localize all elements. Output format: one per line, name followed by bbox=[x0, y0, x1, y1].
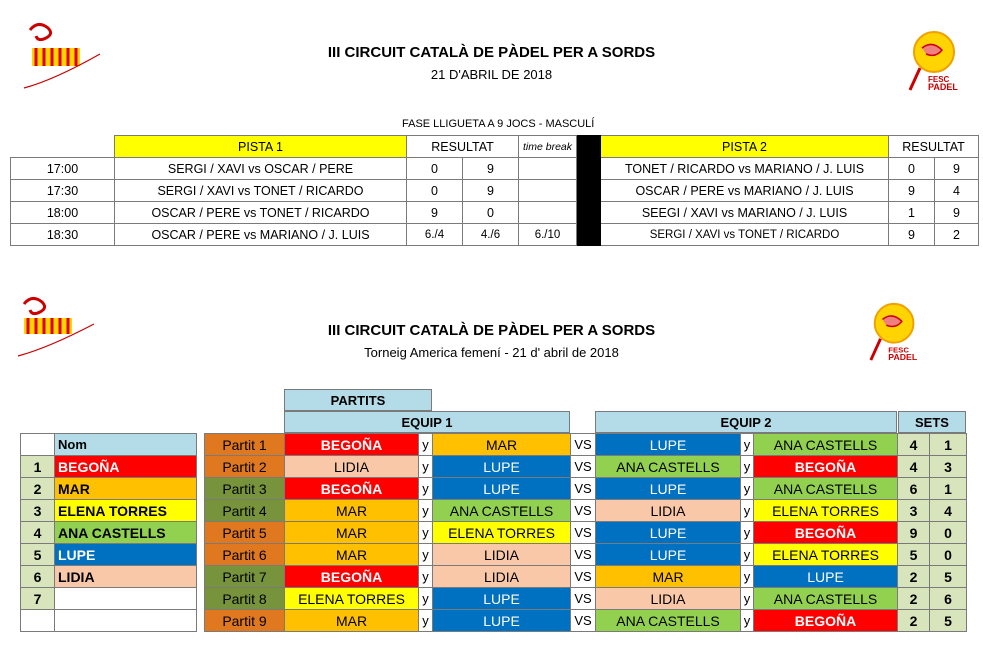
phase-label: FASE LLIGUETA A 9 JOCS - MASCULÍ bbox=[402, 118, 595, 130]
separator bbox=[577, 158, 601, 180]
r2a: 0 bbox=[889, 158, 935, 180]
partit-label: Partit 2 bbox=[205, 456, 285, 478]
list-item bbox=[21, 544, 197, 566]
partits-header bbox=[284, 389, 432, 411]
results-table-masculi bbox=[10, 135, 979, 246]
r2b: 2 bbox=[935, 224, 979, 246]
list-item bbox=[21, 588, 197, 610]
team2-player-d: BEGOÑA bbox=[754, 610, 898, 632]
y-separator: y bbox=[419, 456, 433, 478]
partit-label: Partit 7 bbox=[205, 566, 285, 588]
team2-player-c: LUPE bbox=[596, 522, 741, 544]
blank-cell bbox=[11, 136, 115, 158]
matches-table bbox=[204, 433, 967, 632]
y-separator: y bbox=[741, 566, 754, 588]
tb bbox=[519, 180, 577, 202]
sets-team2: 1 bbox=[930, 478, 967, 500]
time: 17:30 bbox=[11, 180, 115, 202]
y-separator: y bbox=[741, 434, 754, 456]
match-row bbox=[205, 434, 967, 456]
match2: SERGI / XAVI vs TONET / RICARDO bbox=[601, 224, 889, 246]
match-row bbox=[205, 500, 967, 522]
match2: OSCAR / PERE vs MARIANO / J. LUIS bbox=[601, 180, 889, 202]
sets-team1: 5 bbox=[898, 544, 930, 566]
team1-player-a: MAR bbox=[285, 500, 419, 522]
r2a: 9 bbox=[889, 224, 935, 246]
padel-logo-text-2: PADEL bbox=[888, 352, 918, 362]
table-row bbox=[11, 180, 979, 202]
separator bbox=[577, 180, 601, 202]
y-separator: y bbox=[419, 610, 433, 632]
table-row bbox=[11, 224, 979, 246]
blank-cell bbox=[21, 434, 55, 456]
team2-player-d: ELENA TORRES bbox=[754, 544, 898, 566]
y-separator: y bbox=[741, 478, 754, 500]
player-num: 4 bbox=[21, 522, 55, 544]
match2: TONET / RICARDO vs MARIANO / J. LUIS bbox=[601, 158, 889, 180]
sets-team2: 1 bbox=[930, 434, 967, 456]
team1-player-a: BEGOÑA bbox=[285, 566, 419, 588]
player-name: ELENA TORRES bbox=[55, 500, 197, 522]
match-row bbox=[205, 610, 967, 632]
team1-player-b: LUPE bbox=[433, 610, 571, 632]
sets-team2: 4 bbox=[930, 500, 967, 522]
team1-player-b: ANA CASTELLS bbox=[433, 500, 571, 522]
r2a: 1 bbox=[889, 202, 935, 224]
team1-player-b: LUPE bbox=[433, 478, 571, 500]
vs-separator: VS bbox=[571, 566, 596, 588]
sets-team1: 4 bbox=[898, 434, 930, 456]
match1: SERGI / XAVI vs OSCAR / PERE bbox=[115, 158, 407, 180]
sets-team1: 2 bbox=[898, 566, 930, 588]
section1-title: III CIRCUIT CATALÀ DE PÀDEL PER A SORDS bbox=[327, 44, 656, 61]
section1-date: 21 D'ABRIL DE 2018 bbox=[430, 67, 553, 82]
team1-player-a: ELENA TORRES bbox=[285, 588, 419, 610]
partit-label: Partit 4 bbox=[205, 500, 285, 522]
player-name: ANA CASTELLS bbox=[55, 522, 197, 544]
sets-team1: 2 bbox=[898, 588, 930, 610]
list-item bbox=[21, 566, 197, 588]
match-row bbox=[205, 522, 967, 544]
y-separator: y bbox=[419, 566, 433, 588]
sets-team1: 9 bbox=[898, 522, 930, 544]
team1-player-a: MAR bbox=[285, 610, 419, 632]
sets-team1: 6 bbox=[898, 478, 930, 500]
team2-player-d: BEGOÑA bbox=[754, 522, 898, 544]
partit-label: Partit 3 bbox=[205, 478, 285, 500]
sets-team2: 5 bbox=[930, 610, 967, 632]
nom-header: Nom bbox=[55, 434, 197, 456]
sets-team1: 2 bbox=[898, 610, 930, 632]
pista1-header: PISTA 1 bbox=[115, 136, 407, 158]
player-name: MAR bbox=[55, 478, 197, 500]
y-separator: y bbox=[419, 500, 433, 522]
team1-player-b: ELENA TORRES bbox=[433, 522, 571, 544]
team2-player-c: MAR bbox=[596, 566, 741, 588]
time-break-header: time break bbox=[519, 136, 577, 158]
team2-player-c: ANA CASTELLS bbox=[596, 610, 741, 632]
tb bbox=[519, 158, 577, 180]
separator bbox=[577, 202, 601, 224]
vs-separator: VS bbox=[571, 500, 596, 522]
player-num: 3 bbox=[21, 500, 55, 522]
team1-player-a: LIDIA bbox=[285, 456, 419, 478]
team2-player-c: LUPE bbox=[596, 478, 741, 500]
player-name: BEGOÑA bbox=[55, 456, 197, 478]
padel-logo-text-1: FESC bbox=[928, 75, 950, 84]
blank-cell bbox=[55, 610, 197, 632]
separator bbox=[577, 224, 601, 246]
section2-title: III CIRCUIT CATALÀ DE PÀDEL PER A SORDS bbox=[327, 322, 656, 339]
player-num: 2 bbox=[21, 478, 55, 500]
tb: 6./10 bbox=[519, 224, 577, 246]
team2-player-c: LUPE bbox=[596, 434, 741, 456]
team1-player-a: MAR bbox=[285, 544, 419, 566]
team2-player-d: ELENA TORRES bbox=[754, 500, 898, 522]
y-separator: y bbox=[419, 434, 433, 456]
vs-separator: VS bbox=[571, 434, 596, 456]
equip2-label: EQUIP 2 bbox=[596, 412, 897, 433]
partit-label: Partit 8 bbox=[205, 588, 285, 610]
team2-player-c: ANA CASTELLS bbox=[596, 456, 741, 478]
separator bbox=[577, 136, 601, 158]
r1a: 0 bbox=[407, 180, 463, 202]
match1: OSCAR / PERE vs MARIANO / J. LUIS bbox=[115, 224, 407, 246]
time: 17:00 bbox=[11, 158, 115, 180]
team1-player-b: LUPE bbox=[433, 456, 571, 478]
r1b: 9 bbox=[463, 158, 519, 180]
time: 18:30 bbox=[11, 224, 115, 246]
team1-player-b: LIDIA bbox=[433, 544, 571, 566]
list-item bbox=[21, 478, 197, 500]
sets-label: SETS bbox=[899, 412, 966, 433]
sets-team2: 6 bbox=[930, 588, 967, 610]
list-item bbox=[21, 456, 197, 478]
partits-label: PARTITS bbox=[285, 390, 432, 411]
partit-label: Partit 5 bbox=[205, 522, 285, 544]
sets-team1: 3 bbox=[898, 500, 930, 522]
time: 18:00 bbox=[11, 202, 115, 224]
match1: SERGI / XAVI vs TONET / RICARDO bbox=[115, 180, 407, 202]
team1-player-b: MAR bbox=[433, 434, 571, 456]
equip2-header bbox=[595, 411, 897, 433]
sets-header bbox=[898, 411, 966, 433]
y-separator: y bbox=[741, 544, 754, 566]
padel-logo-text-1: FESC bbox=[888, 345, 909, 355]
player-name: LUPE bbox=[55, 544, 197, 566]
equip1-label: EQUIP 1 bbox=[285, 412, 570, 433]
team1-player-b: LIDIA bbox=[433, 566, 571, 588]
y-separator: y bbox=[741, 588, 754, 610]
pista2-header: PISTA 2 bbox=[601, 136, 889, 158]
vs-separator: VS bbox=[571, 456, 596, 478]
vs-separator: VS bbox=[571, 588, 596, 610]
table-row bbox=[11, 158, 979, 180]
vs-separator: VS bbox=[571, 522, 596, 544]
resultat2-header: RESULTAT bbox=[889, 136, 979, 158]
player-num: 6 bbox=[21, 566, 55, 588]
partit-label: Partit 6 bbox=[205, 544, 285, 566]
team1-player-a: MAR bbox=[285, 522, 419, 544]
team2-player-d: ANA CASTELLS bbox=[754, 588, 898, 610]
tb bbox=[519, 202, 577, 224]
vs-separator: VS bbox=[571, 544, 596, 566]
y-separator: y bbox=[741, 610, 754, 632]
r2b: 9 bbox=[935, 202, 979, 224]
y-separator: y bbox=[419, 588, 433, 610]
player-name bbox=[55, 588, 197, 610]
players-table bbox=[20, 433, 197, 632]
sets-team1: 4 bbox=[898, 456, 930, 478]
team2-player-d: ANA CASTELLS bbox=[754, 478, 898, 500]
team2-player-d: ANA CASTELLS bbox=[754, 434, 898, 456]
y-separator: y bbox=[419, 544, 433, 566]
match-row bbox=[205, 566, 967, 588]
team2-player-c: LIDIA bbox=[596, 588, 741, 610]
match-row bbox=[205, 588, 967, 610]
sets-team2: 5 bbox=[930, 566, 967, 588]
y-separator: y bbox=[741, 522, 754, 544]
vs-separator: VS bbox=[571, 478, 596, 500]
player-num: 7 bbox=[21, 588, 55, 610]
r1b: 9 bbox=[463, 180, 519, 202]
list-item bbox=[21, 610, 197, 632]
player-name: LIDIA bbox=[55, 566, 197, 588]
list-item bbox=[21, 522, 197, 544]
team1-player-a: BEGOÑA bbox=[285, 478, 419, 500]
y-separator: y bbox=[419, 478, 433, 500]
partit-label: Partit 1 bbox=[205, 434, 285, 456]
team2-player-d: BEGOÑA bbox=[754, 456, 898, 478]
r1b: 4./6 bbox=[463, 224, 519, 246]
y-separator: y bbox=[419, 522, 433, 544]
player-num: 5 bbox=[21, 544, 55, 566]
r2a: 9 bbox=[889, 180, 935, 202]
team2-player-d: LUPE bbox=[754, 566, 898, 588]
r2b: 4 bbox=[935, 180, 979, 202]
equip1-header bbox=[284, 411, 570, 433]
r1a: 0 bbox=[407, 158, 463, 180]
team1-player-a: BEGOÑA bbox=[285, 434, 419, 456]
match-row bbox=[205, 544, 967, 566]
match-row bbox=[205, 456, 967, 478]
blank-cell bbox=[21, 610, 55, 632]
team2-player-c: LIDIA bbox=[596, 500, 741, 522]
player-num: 1 bbox=[21, 456, 55, 478]
resultat1-header: RESULTAT bbox=[407, 136, 519, 158]
sets-team2: 0 bbox=[930, 522, 967, 544]
team2-player-c: LUPE bbox=[596, 544, 741, 566]
r1a: 6./4 bbox=[407, 224, 463, 246]
match1: OSCAR / PERE vs TONET / RICARDO bbox=[115, 202, 407, 224]
y-separator: y bbox=[741, 456, 754, 478]
match-row bbox=[205, 478, 967, 500]
table-row bbox=[11, 202, 979, 224]
sets-team2: 0 bbox=[930, 544, 967, 566]
match2: SEEGI / XAVI vs MARIANO / J. LUIS bbox=[601, 202, 889, 224]
r1a: 9 bbox=[407, 202, 463, 224]
partit-label: Partit 9 bbox=[205, 610, 285, 632]
r2b: 9 bbox=[935, 158, 979, 180]
vs-separator: VS bbox=[571, 610, 596, 632]
list-item bbox=[21, 500, 197, 522]
team1-player-b: LUPE bbox=[433, 588, 571, 610]
sets-team2: 3 bbox=[930, 456, 967, 478]
section2-subtitle: Torneig America femení - 21 d' abril de 2018 bbox=[364, 345, 619, 360]
r1b: 0 bbox=[463, 202, 519, 224]
y-separator: y bbox=[741, 500, 754, 522]
padel-logo-text-2: PADEL bbox=[928, 82, 958, 92]
